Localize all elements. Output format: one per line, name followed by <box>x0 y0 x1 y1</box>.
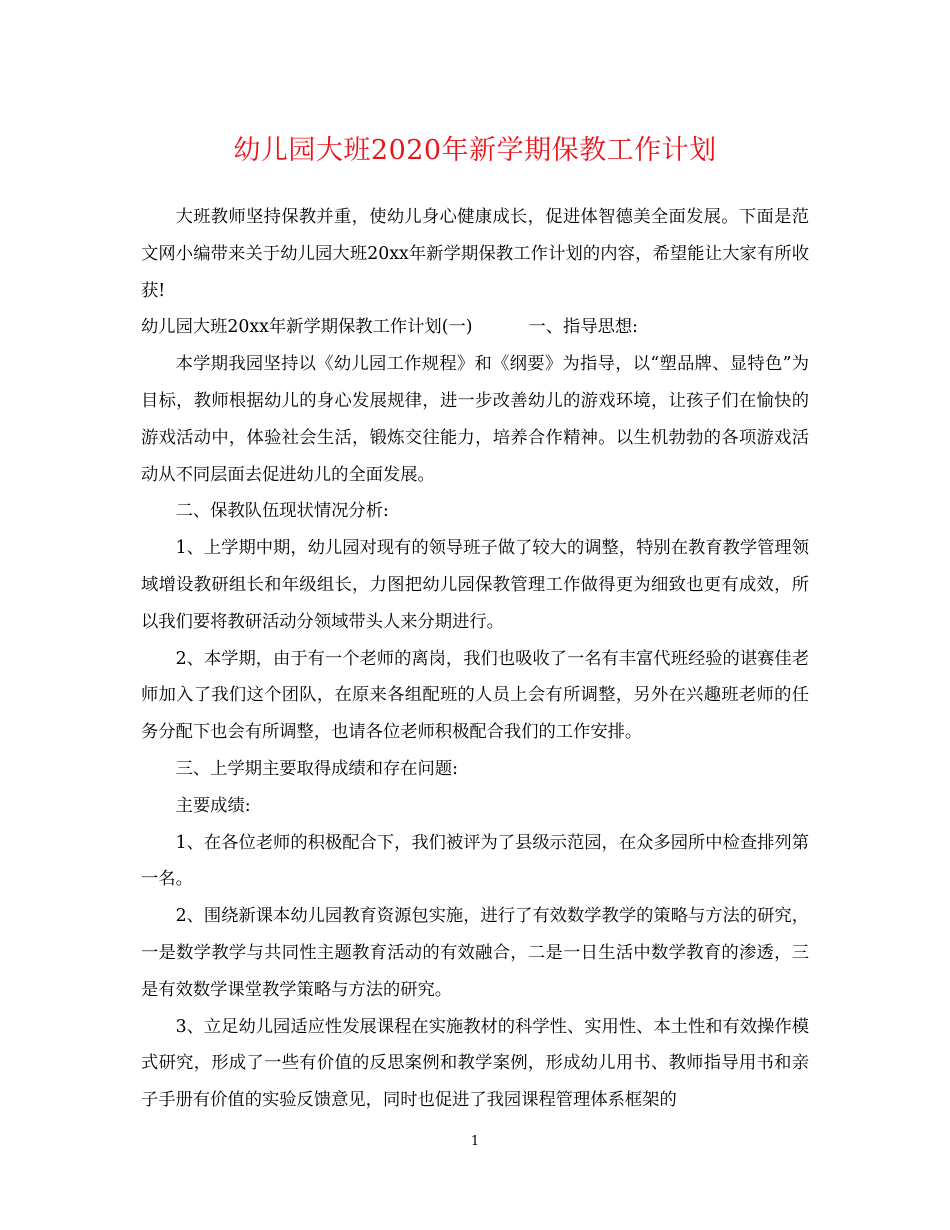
document-body <box>141 199 809 1119</box>
plan-heading: 幼儿园大班20xx年新学期保教工作计划(一) <box>141 317 473 338</box>
section2-heading: 二、保教队伍现状情况分析: <box>175 501 389 522</box>
plan-heading-line <box>141 309 809 346</box>
document-title: 幼儿园大班2020年新学期保教工作计划 <box>233 135 717 166</box>
section3-heading: 三、上学期主要取得成绩和存在问题: <box>175 758 458 779</box>
achievement-item-3: 3、立足幼儿园适应性发展课程在实施教材的科学性、实用性、本土性和有效操作模式研究，形成了一些有价值的反思案例和教学案例，形成幼儿用书、教师指导用书和亲子手册有价值的实验反馈意见，同时也促进了我园课程管理体系框架的 <box>141 1016 809 1111</box>
section1-paragraph: 本学期我园坚持以《幼儿园工作规程》和《纲要》为指导，以“塑品牌、显特色”为目标，教师根据幼儿的身心发展规律，进一步改善幼儿的游戏环境，让孩子们在愉快的游戏活动中，体验社会生活，锻炼交往能力，培养合作精神。以生机勃勃的各项游戏活动从不同层面去促进幼儿的全面发展。 <box>141 354 809 485</box>
section2-item-2: 2、本学期，由于有一个老师的离岗，我们也吸收了一名有丰富代班经验的谌赛佳老师加入了我们这个团队，在原来各组配班的人员上会有所调整，另外在兴趣班老师的任务分配下也会有所调整，也请各位老师积极配合我们的工作安排。 <box>141 648 809 743</box>
achievement-item-1: 1、在各位老师的积极配合下，我们被评为了县级示范园，在众多园所中检查排列第一名。 <box>141 832 809 890</box>
intro-paragraph: 大班教师坚持保教并重，使幼儿身心健康成长，促进体智德美全面发展。下面是范文网小编带来关于幼儿园大班20xx年新学期保教工作计划的内容，希望能让大家有所收获! <box>141 207 809 301</box>
achievement-item-2: 2、围绕新课本幼儿园教育资源包实施，进行了有效数学教学的策略与方法的研究，一是数学教学与共同性主题教育活动的有效融合，二是一日生活中数学教育的渗透，三是有效数学课堂教学策略与方法的研究。 <box>141 906 809 1000</box>
section2-item-1: 1、上学期中期，幼儿园对现有的领导班子做了较大的调整，特别在教育教学管理领域增设教研组长和年级组长，力图把幼儿园保教管理工作做得更为细致也更有成效，所以我们要将教研活动分领域带头人来分期进行。 <box>141 538 809 632</box>
section1-heading: 一、指导思想: <box>528 317 638 338</box>
achievements-heading: 主要成绩: <box>175 795 251 816</box>
page-number: 1 <box>470 1134 480 1149</box>
